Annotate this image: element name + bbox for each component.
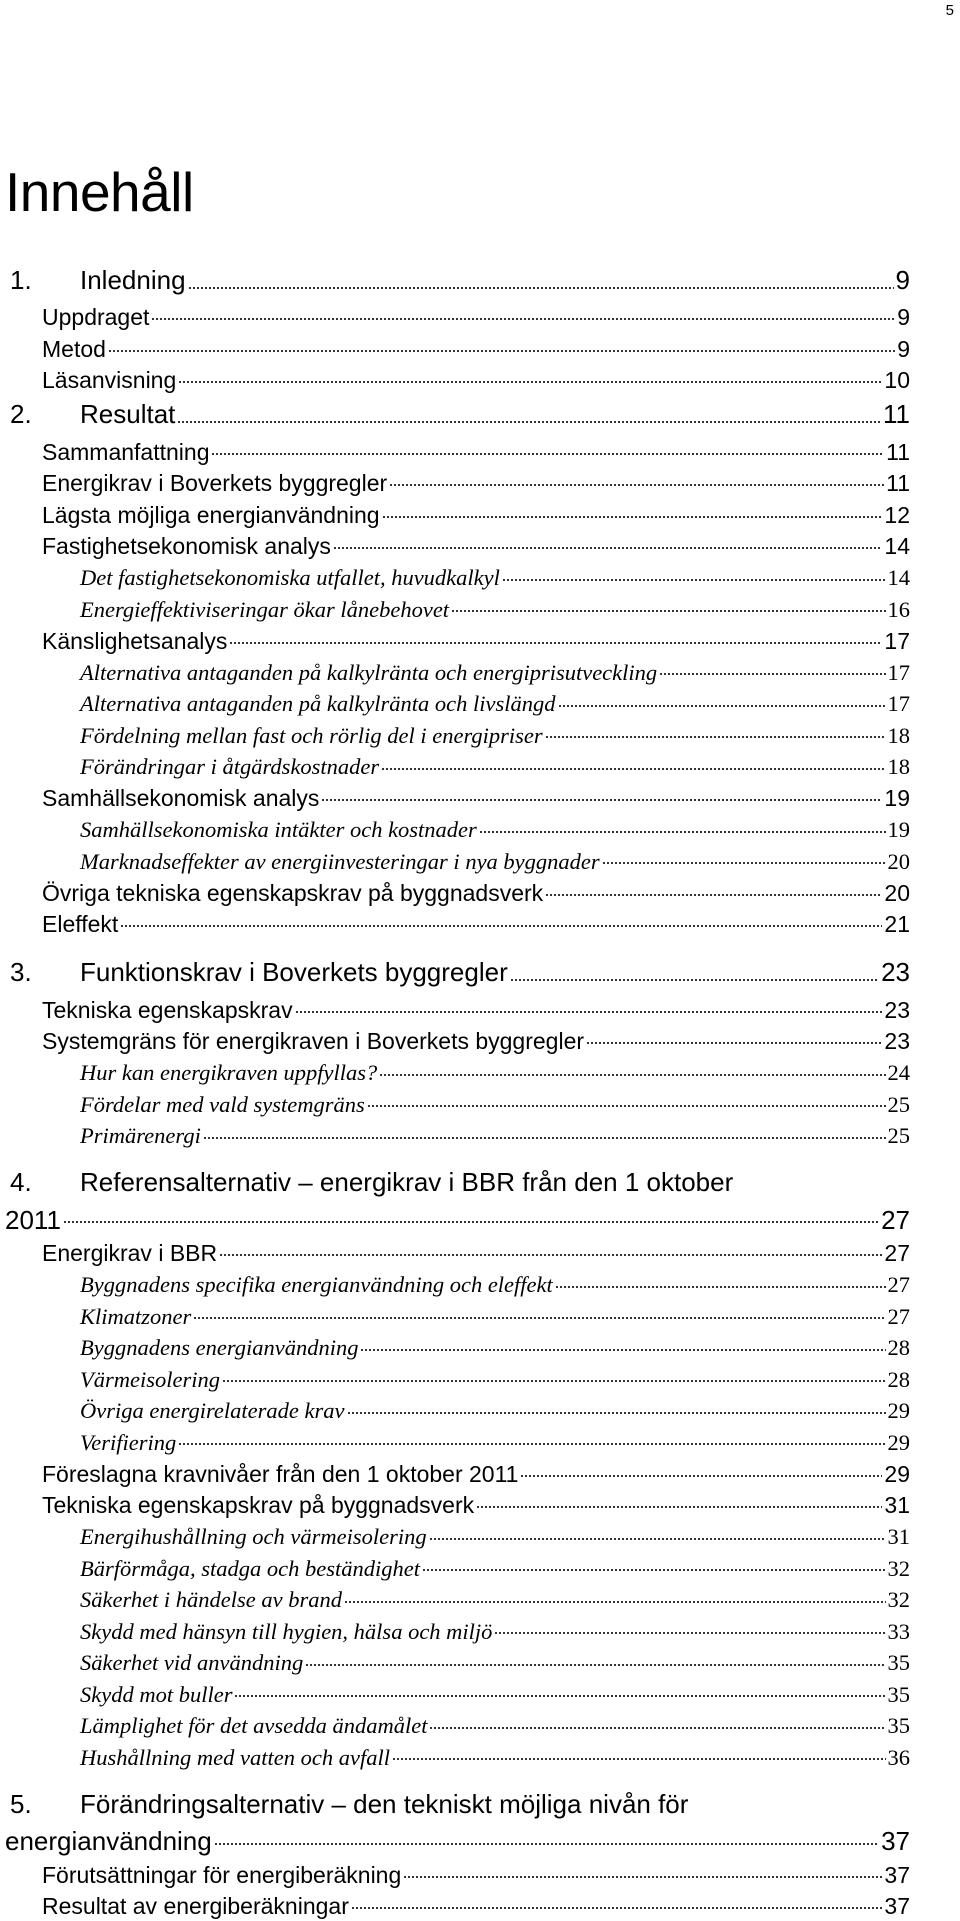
toc-chapter-5[interactable] xyxy=(0,1786,910,1858)
toc-entry[interactable] xyxy=(0,1024,910,1056)
toc-entry-title: Eleffekt xyxy=(42,911,119,938)
toc-entry[interactable] xyxy=(0,332,910,364)
toc-page-number: 23 xyxy=(884,1028,910,1055)
toc-page-number: 17 xyxy=(887,691,910,717)
toc-subentry[interactable] xyxy=(0,844,910,876)
toc-leader-dots xyxy=(494,1614,885,1639)
toc-entry[interactable] xyxy=(0,1858,910,1890)
toc-chapter-number: 2. xyxy=(10,399,32,429)
toc-page-number: 24 xyxy=(887,1060,910,1086)
toc-leader-dots xyxy=(234,1677,885,1702)
toc-entry[interactable] xyxy=(0,1457,910,1489)
toc-leader-dots xyxy=(389,466,884,491)
table-of-contents xyxy=(0,260,910,1921)
toc-leader-dots xyxy=(392,1740,886,1765)
toc-subentry[interactable] xyxy=(0,1551,910,1583)
toc-entry-title: Värmeisolering xyxy=(80,1366,220,1392)
toc-chapter-title: Resultat xyxy=(80,399,176,429)
toc-chapter-number: 5. xyxy=(10,1788,32,1819)
toc-page-number: 28 xyxy=(887,1335,910,1361)
toc-entry-title: Fastighetsekonomisk analys xyxy=(42,533,331,560)
toc-leader-dots xyxy=(63,1200,879,1229)
toc-leader-dots xyxy=(178,363,882,388)
toc-page-number: 35 xyxy=(887,1713,910,1739)
toc-leader-dots xyxy=(120,907,882,932)
toc-leader-dots xyxy=(295,993,883,1018)
toc-leader-dots xyxy=(188,266,894,295)
toc-page-number: 9 xyxy=(897,335,910,362)
toc-page-number: 14 xyxy=(887,565,910,591)
toc-entry-title: Övriga tekniska egenskapskrav på byggnadsverk xyxy=(42,879,544,906)
toc-leader-dots xyxy=(360,1331,885,1356)
toc-entry-title: Alternativa antaganden på kalkylränta och energiprisutveckling xyxy=(80,659,658,685)
toc-entry-title: Systemgräns för energikraven i Boverkets byggregler xyxy=(42,1028,585,1055)
toc-page-number: 20 xyxy=(887,848,910,874)
toc-page-number: 20 xyxy=(884,879,910,906)
toc-entry-title: Förutsättningar för energiberäkning xyxy=(42,1861,402,1888)
toc-subentry[interactable] xyxy=(0,1299,910,1331)
toc-leader-dots xyxy=(305,1646,885,1671)
toc-entry-title: Föreslagna kravnivåer från den 1 oktober 2011 xyxy=(42,1460,519,1487)
toc-entry-title: Energihushållning och värmeisolering xyxy=(80,1524,427,1550)
page-title: Innehåll xyxy=(5,161,194,223)
toc-page-number: 29 xyxy=(887,1398,910,1424)
toc-entry[interactable] xyxy=(0,466,910,498)
toc-page-number: 37 xyxy=(884,1861,910,1888)
toc-page-number: 28 xyxy=(887,1366,910,1392)
toc-subentry[interactable] xyxy=(0,1740,910,1772)
toc-chapter-title-continued: energianvändning xyxy=(5,1826,212,1857)
toc-entry-title: Marknadseffekter av energiinvesteringar i nya byggnader xyxy=(80,848,600,874)
toc-page-number: 37 xyxy=(881,1826,910,1857)
toc-entry-title: Byggnadens specifika energianvändning och eleffekt xyxy=(80,1272,553,1298)
toc-page-number: 27 xyxy=(884,1240,910,1267)
toc-page-number: 11 xyxy=(886,470,910,497)
toc-chapter-title: Inledning xyxy=(80,264,186,295)
toc-page-number: 9 xyxy=(895,264,910,295)
toc-subentry[interactable] xyxy=(0,1087,910,1119)
toc-entry-title: Sammanfattning xyxy=(42,438,210,465)
toc-entry-title: Alternativa antaganden på kalkylränta och livslängd xyxy=(80,691,556,717)
toc-entry-title: Byggnadens energianvändning xyxy=(80,1335,359,1361)
toc-page-number: 25 xyxy=(887,1123,910,1149)
toc-entry-title: Tekniska egenskapskrav xyxy=(42,996,293,1023)
toc-chapter-number: 1. xyxy=(10,264,32,295)
toc-leader-dots xyxy=(222,1362,886,1387)
page-number: 5 xyxy=(945,2,954,19)
toc-page-number: 31 xyxy=(887,1524,910,1550)
toc-leader-dots xyxy=(344,1583,885,1608)
toc-leader-dots xyxy=(545,876,882,901)
toc-entry[interactable] xyxy=(0,781,910,813)
toc-leader-dots xyxy=(422,1551,886,1576)
toc-page-number: 19 xyxy=(887,817,910,843)
toc-subentry[interactable] xyxy=(0,1362,910,1394)
toc-page-number: 14 xyxy=(884,533,910,560)
toc-leader-dots xyxy=(555,1268,886,1293)
toc-leader-dots xyxy=(351,1889,883,1914)
toc-entry-title: Resultat av energiberäkningar xyxy=(42,1893,349,1920)
toc-chapter-4[interactable] xyxy=(0,1164,910,1236)
toc-entry-title: Förändringar i åtgärdskostnader xyxy=(80,754,380,780)
toc-entry[interactable] xyxy=(0,993,910,1025)
toc-page-number: 11 xyxy=(886,438,910,465)
toc-page-number: 32 xyxy=(887,1555,910,1581)
toc-entry-title: Fördelar med vald systemgräns xyxy=(80,1091,365,1117)
toc-subentry[interactable] xyxy=(0,1709,910,1741)
toc-page-number: 27 xyxy=(887,1272,910,1298)
toc-leader-dots xyxy=(321,781,882,806)
toc-subentry[interactable] xyxy=(0,1425,910,1457)
toc-page-number: 23 xyxy=(881,957,910,987)
toc-entry[interactable] xyxy=(0,876,910,908)
toc-entry-title: Det fastighetsekonomiska utfallet, huvudkalkyl xyxy=(80,565,500,591)
toc-page-number: 17 xyxy=(887,659,910,685)
toc-entry-title: Hushållning med vatten och avfall xyxy=(80,1744,390,1770)
toc-leader-dots xyxy=(429,1520,886,1545)
toc-chapter-number: 4. xyxy=(10,1167,32,1197)
toc-leader-dots xyxy=(367,1087,886,1112)
toc-subentry[interactable] xyxy=(0,1646,910,1678)
toc-entry-title: Metod xyxy=(42,335,106,362)
toc-page-number: 21 xyxy=(884,911,910,938)
toc-leader-dots xyxy=(177,400,881,429)
toc-entry[interactable] xyxy=(0,363,910,395)
toc-leader-dots xyxy=(403,1858,882,1883)
toc-subentry[interactable] xyxy=(0,1583,910,1615)
toc-leader-dots xyxy=(586,1024,882,1049)
toc-subentry[interactable] xyxy=(0,1331,910,1363)
toc-page-number: 29 xyxy=(887,1429,910,1455)
toc-entry-title: Energieffektiviseringar ökar lånebehovet xyxy=(80,596,450,622)
toc-page-number: 18 xyxy=(887,754,910,780)
toc-entry-title: Fördelning mellan fast och rörlig del i energipriser xyxy=(80,722,543,748)
toc-subentry[interactable] xyxy=(0,1520,910,1552)
toc-leader-dots xyxy=(476,1488,882,1513)
toc-entry-title: Säkerhet vid användning xyxy=(80,1650,304,1676)
toc-entry-title: Uppdraget xyxy=(42,304,150,331)
toc-entry-title: Lämplighet för det avsedda ändamålet xyxy=(80,1713,428,1739)
toc-chapter-1[interactable] xyxy=(0,260,910,300)
toc-subentry[interactable] xyxy=(0,1268,910,1300)
toc-leader-dots xyxy=(381,750,885,775)
toc-page-number: 17 xyxy=(884,627,910,654)
toc-chapter-3[interactable] xyxy=(0,953,910,993)
toc-entry-title: Övriga energirelaterade krav xyxy=(80,1398,345,1424)
toc-leader-dots xyxy=(479,813,886,838)
toc-subentry[interactable] xyxy=(0,1677,910,1709)
toc-entry-title: Samhällsekonomiska intäkter och kostnader xyxy=(80,817,477,843)
toc-chapter-title: Funktionskrav i Boverkets byggregler xyxy=(80,957,508,987)
toc-subentry[interactable] xyxy=(0,655,910,687)
toc-entry-title: Skydd med hänsyn till hygien, hälsa och miljö xyxy=(80,1618,493,1644)
toc-entry[interactable] xyxy=(0,624,910,656)
toc-page-number: 11 xyxy=(883,399,910,429)
toc-entry[interactable] xyxy=(0,529,910,561)
toc-entry[interactable] xyxy=(0,300,910,332)
toc-entry[interactable] xyxy=(0,1236,910,1268)
toc-leader-dots xyxy=(545,718,886,743)
toc-page-number: 32 xyxy=(887,1587,910,1613)
toc-subentry[interactable] xyxy=(0,687,910,719)
toc-entry-title: Bärförmåga, stadga och beständighet xyxy=(80,1555,420,1581)
toc-page-number: 35 xyxy=(887,1681,910,1707)
toc-leader-dots xyxy=(520,1457,882,1482)
toc-leader-dots xyxy=(193,1299,885,1324)
toc-page-number: 35 xyxy=(887,1650,910,1676)
toc-page-number: 25 xyxy=(887,1091,910,1117)
toc-chapter-2[interactable] xyxy=(0,395,910,435)
toc-entry-title: Samhällsekonomisk analys xyxy=(42,785,320,812)
toc-entry-title: Säkerhet i händelse av brand xyxy=(80,1587,343,1613)
toc-leader-dots xyxy=(178,1425,885,1450)
toc-page-number: 9 xyxy=(897,304,910,331)
toc-leader-dots xyxy=(108,332,895,357)
toc-entry-title: Läsanvisning xyxy=(42,367,177,394)
toc-leader-dots xyxy=(379,1056,885,1081)
toc-entry-title: Verifiering xyxy=(80,1429,177,1455)
toc-leader-dots xyxy=(219,1236,882,1261)
toc-page-number: 12 xyxy=(884,501,910,528)
toc-chapter-title: Förändringsalternativ – den tekniskt möjliga nivån för xyxy=(80,1788,689,1819)
toc-entry-title: Energikrav i BBR xyxy=(42,1240,218,1267)
toc-leader-dots xyxy=(502,561,886,586)
toc-subentry[interactable] xyxy=(0,1119,910,1151)
toc-leader-dots xyxy=(333,529,882,554)
toc-leader-dots xyxy=(151,300,895,325)
toc-leader-dots xyxy=(347,1394,886,1419)
toc-subentry[interactable] xyxy=(0,1394,910,1426)
toc-page-number: 37 xyxy=(884,1893,910,1920)
toc-entry-title: Energikrav i Boverkets byggregler xyxy=(42,470,388,497)
toc-chapter-title-continued: 2011 xyxy=(5,1204,61,1235)
toc-leader-dots xyxy=(211,435,884,460)
toc-page-number: 10 xyxy=(884,367,910,394)
toc-subentry[interactable] xyxy=(0,813,910,845)
toc-leader-dots xyxy=(229,624,882,649)
toc-page-number: 33 xyxy=(887,1618,910,1644)
toc-page-number: 29 xyxy=(884,1460,910,1487)
toc-leader-dots xyxy=(203,1119,886,1144)
toc-leader-dots xyxy=(558,687,886,712)
toc-subentry[interactable] xyxy=(0,1614,910,1646)
toc-chapter-number: 3. xyxy=(10,957,32,987)
toc-subentry[interactable] xyxy=(0,1056,910,1088)
toc-entry-title: Lägsta möjliga energianvändning xyxy=(42,501,380,528)
toc-subentry[interactable] xyxy=(0,718,910,750)
toc-page-number: 27 xyxy=(881,1204,910,1235)
toc-leader-dots xyxy=(214,1822,879,1851)
toc-page-number: 19 xyxy=(884,785,910,812)
toc-leader-dots xyxy=(382,498,883,523)
toc-entry[interactable] xyxy=(0,1889,910,1921)
toc-subentry[interactable] xyxy=(0,592,910,624)
toc-page-number: 18 xyxy=(887,722,910,748)
toc-page-number: 23 xyxy=(884,996,910,1023)
toc-entry-title: Skydd mot buller xyxy=(80,1681,233,1707)
toc-leader-dots xyxy=(451,592,885,617)
toc-leader-dots xyxy=(602,844,886,869)
toc-entry-title: Hur kan energikraven uppfyllas? xyxy=(80,1060,378,1086)
toc-page-number: 16 xyxy=(887,596,910,622)
toc-leader-dots xyxy=(429,1709,885,1734)
toc-entry[interactable] xyxy=(0,498,910,530)
toc-entry-title: Klimatzoner xyxy=(80,1303,192,1329)
toc-page-number: 36 xyxy=(887,1744,910,1770)
toc-entry-title: Tekniska egenskapskrav på byggnadsverk xyxy=(42,1492,475,1519)
toc-subentry[interactable] xyxy=(0,561,910,593)
toc-leader-dots xyxy=(510,958,879,987)
toc-entry[interactable] xyxy=(0,1488,910,1520)
toc-entry-title: Känslighetsanalys xyxy=(42,627,228,654)
toc-page-number: 27 xyxy=(887,1303,910,1329)
toc-page-number: 31 xyxy=(884,1492,910,1519)
toc-subentry[interactable] xyxy=(0,750,910,782)
toc-entry[interactable] xyxy=(0,907,910,939)
toc-entry[interactable] xyxy=(0,435,910,467)
toc-chapter-title: Referensalternativ – energikrav i BBR från den 1 oktober xyxy=(80,1167,734,1197)
toc-entry-title: Primärenergi xyxy=(80,1123,201,1149)
toc-leader-dots xyxy=(659,655,885,680)
